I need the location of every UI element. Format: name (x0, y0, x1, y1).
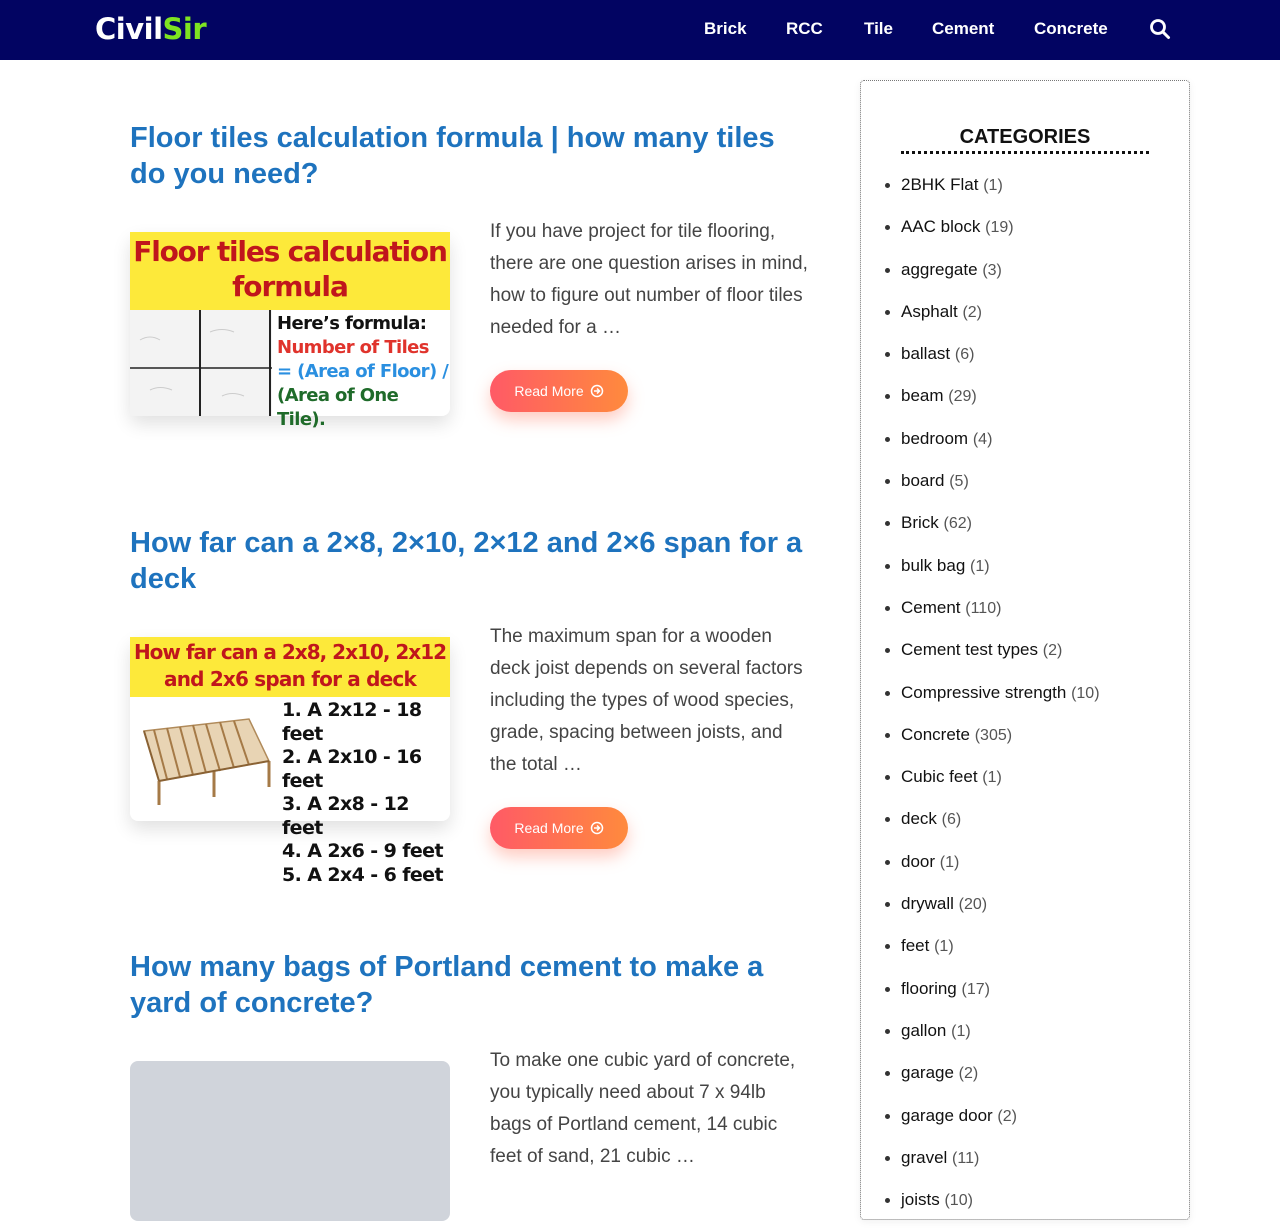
bullet-icon (885, 733, 890, 738)
deck-frame-illustration (134, 701, 274, 817)
category-count: (1) (951, 1022, 971, 1040)
category-link[interactable]: AAC block (901, 217, 981, 237)
post-title-portland-cement[interactable]: How many bags of Portland cement to make a yard of concrete? (130, 951, 764, 1019)
category-count: (5) (949, 473, 969, 491)
category-link[interactable]: bedroom (901, 428, 969, 448)
category-item (901, 594, 1100, 636)
bullet-icon (885, 268, 890, 273)
category-count: (4) (972, 430, 993, 448)
category-link[interactable]: garage door (901, 1105, 993, 1125)
category-count: (10) (1071, 684, 1100, 702)
category-item (901, 679, 1100, 721)
category-link[interactable]: garage (901, 1063, 954, 1083)
category-link[interactable]: Concrete (901, 724, 970, 744)
category-link[interactable]: Compressive strength (901, 682, 1067, 702)
category-item (901, 805, 1100, 847)
bullet-icon (885, 394, 890, 399)
read-more-button[interactable]: Read More (490, 807, 628, 849)
bullet-icon (885, 564, 890, 569)
category-item (901, 932, 1100, 974)
bullet-icon (885, 1029, 890, 1034)
nav-concrete[interactable]: Concrete (1034, 19, 1108, 38)
category-item (901, 1186, 1100, 1228)
category-item (901, 467, 1100, 509)
category-count: (2) (962, 303, 982, 321)
category-item (901, 256, 1100, 298)
category-link[interactable]: bulk bag (901, 555, 966, 575)
category-link[interactable]: board (901, 471, 945, 491)
category-count: (1) (983, 177, 1003, 194)
category-item (901, 298, 1100, 340)
category-count: (2) (997, 1107, 1017, 1125)
category-count: (10) (944, 1192, 973, 1210)
post-excerpt-portland-cement: To make one cubic yard of concrete, you typically need about 7 x 94lb bags of Portland cement, 14 cubic feet of sand, 21 cubic … (490, 1050, 796, 1167)
bullet-icon (885, 437, 890, 442)
bullet-icon (885, 902, 890, 907)
bullet-icon (885, 1156, 890, 1161)
post-thumbnail-deck-span[interactable] (130, 637, 450, 886)
category-count: (62) (943, 515, 972, 533)
category-count: (1) (982, 769, 1002, 787)
category-count: (3) (982, 261, 1002, 279)
bullet-icon (885, 691, 890, 696)
category-link[interactable]: door (901, 851, 936, 871)
bullet-icon (885, 1198, 890, 1203)
category-item (901, 1059, 1100, 1101)
thumbnail-formula: Here’s formula: Number of Tiles = (Area of Floor) / (Area of One Tile). (277, 313, 449, 430)
bullet-icon (885, 860, 890, 865)
thumbnail-heading: Floor tiles calculation formula (130, 232, 450, 310)
category-item (901, 213, 1100, 255)
bullet-icon (885, 606, 890, 611)
category-count: (6) (941, 811, 962, 829)
tile-grid-illustration (130, 310, 272, 416)
arrow-right-icon (590, 821, 604, 835)
category-item (901, 340, 1100, 382)
heading-underline (901, 151, 1149, 154)
category-item (901, 848, 1100, 890)
category-link[interactable]: deck (901, 809, 937, 829)
category-count: (29) (948, 388, 977, 406)
bullet-icon (885, 352, 890, 357)
category-link[interactable]: Cement (901, 597, 961, 617)
category-link[interactable]: flooring (901, 978, 957, 998)
category-link[interactable]: drywall (901, 894, 954, 914)
category-item (901, 382, 1100, 424)
post-thumbnail-floor-tiles[interactable] (130, 232, 450, 430)
bullet-icon (885, 479, 890, 484)
post-excerpt-floor-tiles: If you have project for tile flooring, there are one question arises in mind, how to figure out number of floor tiles needed for a … (490, 221, 808, 338)
category-item (901, 636, 1100, 678)
category-item (901, 425, 1100, 467)
categories-heading: CATEGORIES (959, 126, 1091, 148)
category-count: (2) (1042, 642, 1063, 660)
category-item (901, 890, 1100, 932)
nav-rcc[interactable]: RCC (786, 19, 823, 38)
category-link[interactable]: 2BHK Flat (901, 175, 979, 194)
bullet-icon (885, 521, 890, 526)
sidebar-categories (860, 80, 1190, 1220)
category-link[interactable]: gallon (901, 1020, 947, 1040)
category-link[interactable]: aggregate (901, 259, 978, 279)
category-count: (2) (958, 1065, 979, 1083)
category-count: (19) (985, 219, 1014, 237)
post-excerpt-deck-span: The maximum span for a wooden deck joist depends on several factors including the types of wood species, grade, spacing between joists, and the total … (490, 626, 803, 775)
bullet-icon (885, 987, 890, 992)
category-link[interactable]: beam (901, 386, 944, 406)
category-count: (11) (952, 1149, 980, 1167)
category-count: (1) (939, 853, 960, 871)
bullet-icon (885, 775, 890, 780)
logo-text-sir: Sir (162, 12, 207, 46)
nav-cement[interactable]: Cement (932, 19, 995, 38)
site-header (0, 0, 1280, 60)
category-count: (110) (965, 599, 1002, 617)
category-item (901, 1144, 1100, 1186)
category-link[interactable]: ballast (901, 344, 951, 364)
post-title-deck-span[interactable]: How far can a 2×8, 2×10, 2×12 and 2×6 span for a deck (130, 527, 803, 595)
bullet-icon (885, 1114, 890, 1119)
category-link[interactable]: Brick (901, 513, 939, 533)
category-item (901, 975, 1100, 1017)
category-link[interactable]: feet (901, 936, 930, 956)
category-count: (1) (970, 557, 990, 575)
search-icon[interactable] (1149, 18, 1171, 40)
bullet-icon (885, 310, 890, 315)
category-item (901, 552, 1100, 594)
category-count: (1) (934, 938, 954, 956)
arrow-right-icon (590, 384, 604, 398)
category-item (901, 763, 1100, 805)
category-count: (20) (958, 896, 988, 914)
category-item (901, 1017, 1100, 1059)
category-count: (17) (961, 980, 990, 998)
category-item (901, 171, 1100, 213)
category-link[interactable]: gravel (901, 1147, 948, 1167)
bullet-icon (885, 183, 890, 188)
bullet-icon (885, 1071, 890, 1076)
category-item (901, 509, 1100, 551)
category-link[interactable]: Cement test types (901, 640, 1039, 660)
logo-text-civil: Civil (95, 12, 163, 46)
post-thumbnail-placeholder[interactable] (130, 1061, 450, 1221)
nav-brick[interactable]: Brick (704, 19, 747, 38)
nav-tile[interactable]: Tile (864, 19, 893, 38)
site-logo[interactable] (95, 11, 206, 47)
bullet-icon (885, 944, 890, 949)
category-link[interactable]: Cubic feet (901, 767, 978, 787)
category-link[interactable]: Asphalt (901, 301, 958, 321)
category-link[interactable]: joists (901, 1190, 940, 1210)
thumbnail-heading: How far can a 2x8, 2x10, 2x12 and 2x6 span for a deck (130, 637, 450, 697)
category-list (901, 171, 1100, 1228)
category-count: (6) (954, 346, 975, 364)
category-item (901, 721, 1100, 763)
category-item (901, 1102, 1100, 1144)
read-more-button[interactable]: Read More (490, 370, 628, 412)
bullet-icon (885, 817, 890, 822)
bullet-icon (885, 648, 890, 653)
thumbnail-span-list: 1. A 2x12 - 18 feet 2. A 2x10 - 16 feet 3. A 2x8 - 12 feet 4. A 2x6 - 9 feet 5. A 2x4 - 6 feet (282, 699, 443, 886)
bullet-icon (885, 225, 890, 230)
post-title-floor-tiles[interactable]: Floor tiles calculation formula | how many tiles do you need? (130, 122, 775, 190)
category-count: (305) (974, 726, 1013, 744)
